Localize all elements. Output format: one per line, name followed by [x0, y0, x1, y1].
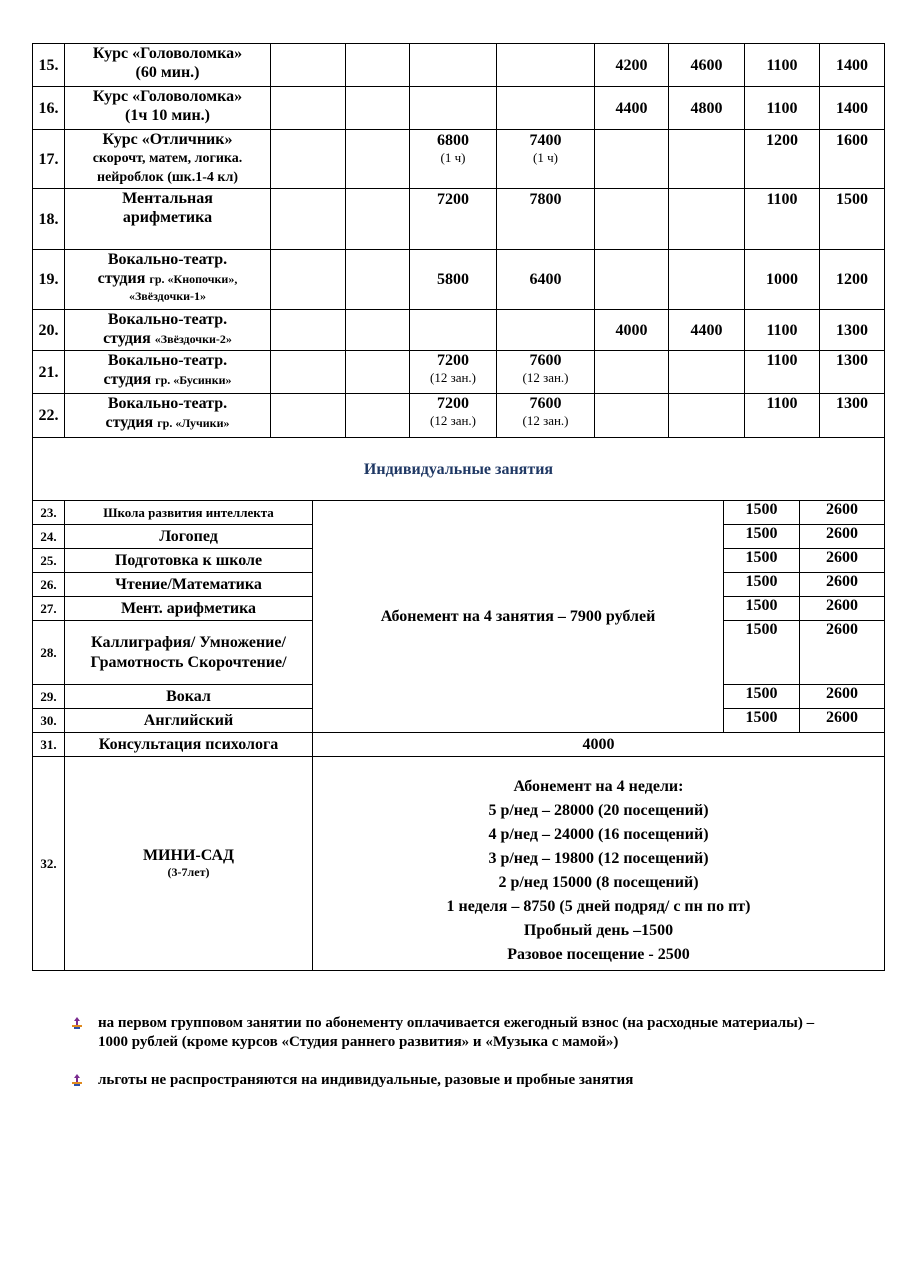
- price-cell-c9: [745, 44, 820, 87]
- price-cell-c6: [497, 87, 595, 130]
- price-table-group: [32, 43, 885, 501]
- price-cell-c10: [820, 250, 885, 310]
- course-name: [65, 189, 271, 250]
- price-cell-c10: [820, 310, 885, 351]
- minisad-price-line: 1 неделя – 8750 (5 дней подряд/ с пн по пт): [446, 898, 751, 915]
- price-single: 1500: [724, 549, 800, 573]
- note-discounts: [70, 1071, 830, 1090]
- price-value: 1300: [836, 321, 868, 339]
- course-name-line: гр. «Бусинки»: [155, 373, 232, 387]
- subscription-text: Абонемент на 4 занятия – 7900 рублей: [380, 607, 656, 625]
- price-value: 7600: [529, 395, 562, 412]
- price-cell-c5: [410, 394, 497, 438]
- service-name: Консультация психолога: [65, 733, 313, 757]
- course-name-line: арифметика: [122, 209, 213, 226]
- price-cell-c4: [346, 394, 410, 438]
- course-name-line: Курс «Отличник»: [102, 131, 233, 148]
- minisad-prices: [313, 757, 885, 971]
- price-value: 1200: [766, 132, 798, 149]
- row-number: 18.: [33, 189, 65, 250]
- price-cell-c10: [820, 394, 885, 438]
- service-name: Вокал: [65, 685, 313, 709]
- price-value: 1200: [836, 271, 868, 288]
- price-value: 4400: [690, 321, 723, 339]
- price-cell-c8: [669, 44, 745, 87]
- price-cell-c3: [271, 394, 346, 438]
- psych-price: 4000: [313, 733, 885, 757]
- price-cell-c4: [346, 130, 410, 189]
- price-value: 1600: [836, 132, 868, 149]
- course-name-line: студия: [105, 414, 154, 431]
- row-number: 24.: [33, 525, 65, 549]
- course-name-line: студия: [97, 270, 146, 287]
- price-cell-c4: [346, 250, 410, 310]
- service-name: Школа развития интеллекта: [65, 501, 313, 525]
- price-cell-c9: [745, 310, 820, 351]
- price-cell-c6: [497, 44, 595, 87]
- section-title-individual: Индивидуальные занятия: [33, 438, 885, 501]
- price-single: 1500: [724, 685, 800, 709]
- price-value: 1300: [836, 395, 868, 412]
- price-value: 7200: [437, 352, 469, 369]
- row-number: 22.: [33, 394, 65, 438]
- table-row: [33, 351, 885, 394]
- minisad-age: (3-7лет): [167, 865, 210, 879]
- price-cell-c7: [595, 394, 669, 438]
- price-single: 1500: [724, 525, 800, 549]
- price-value: 6800: [437, 132, 469, 149]
- price-value: 1100: [766, 352, 798, 369]
- table-row: [33, 87, 885, 130]
- price-value: 7400: [529, 132, 562, 149]
- row-number: 31.: [33, 733, 65, 757]
- price-alt: 2600: [800, 709, 885, 733]
- price-value: 1400: [836, 99, 868, 117]
- price-value: 4600: [690, 56, 723, 74]
- price-single: 1500: [724, 573, 800, 597]
- price-cell-c8: [669, 189, 745, 250]
- price-value: 1100: [766, 99, 798, 117]
- price-value: 1100: [766, 191, 798, 208]
- course-name-line: Курс «Головоломка»: [92, 88, 243, 105]
- price-cell-c6: [497, 130, 595, 189]
- price-cell-c9: [745, 250, 820, 310]
- price-cell-c7: [595, 189, 669, 250]
- price-cell-c7: [595, 310, 669, 351]
- row-number: 25.: [33, 549, 65, 573]
- price-cell-c3: [271, 310, 346, 351]
- course-name-line: Вокально-театр.: [107, 251, 228, 268]
- price-cell-c7: [595, 87, 669, 130]
- minisad-price-line: Абонемент на 4 недели:: [513, 778, 684, 795]
- row-number: 15.: [33, 44, 65, 87]
- price-cell-c9: [745, 189, 820, 250]
- minisad-price-line: 5 р/нед – 28000 (20 посещений): [488, 802, 709, 819]
- row-number: 23.: [33, 501, 65, 525]
- arrow-bullet-icon: [70, 1016, 84, 1030]
- row-number: 21.: [33, 351, 65, 394]
- price-alt: 2600: [800, 597, 885, 621]
- price-alt: 2600: [800, 501, 885, 525]
- course-name-line: Курс «Головоломка»: [92, 45, 243, 62]
- price-cell-c3: [271, 130, 346, 189]
- price-cell-c4: [346, 310, 410, 351]
- price-cell-c3: [271, 250, 346, 310]
- price-value: 7600: [529, 352, 562, 369]
- price-cell-c6: [497, 394, 595, 438]
- price-cell-c5: [410, 310, 497, 351]
- course-name-line: Вокально-театр.: [107, 352, 228, 369]
- price-value: 1100: [766, 56, 798, 74]
- price-cell-c8: [669, 351, 745, 394]
- price-alt: 2600: [800, 685, 885, 709]
- note-text: льготы не распространяются на индивидуальные, разовые и пробные занятия: [98, 1072, 634, 1088]
- price-cell-c9: [745, 351, 820, 394]
- price-cell-c3: [271, 44, 346, 87]
- minisad-price-line: 4 р/нед – 24000 (16 посещений): [488, 826, 709, 843]
- price-note: (1 ч): [533, 150, 558, 165]
- price-value: 1100: [766, 321, 798, 339]
- minisad-price-line: 2 р/нед 15000 (8 посещений): [498, 874, 699, 891]
- price-single: 1500: [724, 597, 800, 621]
- price-single: 1500: [724, 501, 800, 525]
- price-cell-c6: [497, 351, 595, 394]
- note-text: на первом групповом занятии по абонементу оплачивается ежегодный взнос (на расходные материалы) – 1000 рублей (кроме курсов «Студия раннего развития» и «Музыка с мамой»): [98, 1015, 815, 1050]
- course-name-line: «Звёздочки-1»: [128, 289, 207, 303]
- course-name-line: Вокально-театр.: [107, 395, 228, 412]
- price-cell-c4: [346, 351, 410, 394]
- price-cell-c3: [271, 351, 346, 394]
- price-cell-c7: [595, 351, 669, 394]
- price-cell-c3: [271, 87, 346, 130]
- course-name-line: студия: [103, 330, 151, 347]
- course-name-line: (1ч 10 мин.): [124, 107, 210, 124]
- price-value: 7800: [529, 191, 562, 208]
- minisad-name-cell: [65, 757, 313, 971]
- subscription-cell: [313, 501, 724, 733]
- price-cell-c9: [745, 130, 820, 189]
- price-value: 4200: [615, 56, 648, 74]
- price-value: 7200: [437, 191, 469, 208]
- price-cell-c6: [497, 189, 595, 250]
- row-number: 16.: [33, 87, 65, 130]
- price-note: (12 зан.): [429, 413, 477, 428]
- price-cell-c4: [346, 87, 410, 130]
- price-cell-c10: [820, 130, 885, 189]
- note-annual-fee: [70, 1014, 830, 1052]
- course-name: [65, 87, 271, 130]
- price-cell-c6: [497, 310, 595, 351]
- course-name-line: гр. «Лучики»: [157, 416, 230, 430]
- service-name: Логопед: [65, 525, 313, 549]
- price-note: (12 зан.): [522, 370, 569, 385]
- price-single: 1500: [724, 621, 800, 685]
- price-cell-c5: [410, 87, 497, 130]
- course-name-line: Ментальная: [122, 190, 213, 207]
- price-cell-c8: [669, 87, 745, 130]
- price-cell-c10: [820, 189, 885, 250]
- course-name: [65, 310, 271, 351]
- price-cell-c7: [595, 44, 669, 87]
- price-cell-c6: [497, 250, 595, 310]
- course-name-line: Вокально-театр.: [107, 311, 228, 328]
- course-name: [65, 250, 271, 310]
- price-cell-c5: [410, 44, 497, 87]
- price-note: (12 зан.): [429, 370, 477, 385]
- course-name: [65, 44, 271, 87]
- service-name: Подготовка к школе: [65, 549, 313, 573]
- row-number: 29.: [33, 685, 65, 709]
- row-number: 20.: [33, 310, 65, 351]
- course-name: [65, 351, 271, 394]
- price-cell-c9: [745, 394, 820, 438]
- minisad-price-line: 3 р/нед – 19800 (12 посещений): [488, 850, 709, 867]
- price-cell-c5: [410, 130, 497, 189]
- minisad-price-line: Разовое посещение - 2500: [507, 946, 690, 963]
- price-note: (12 зан.): [522, 413, 569, 428]
- price-value: 1100: [766, 395, 798, 412]
- price-value: 1400: [836, 56, 868, 74]
- price-value: 4400: [615, 99, 648, 117]
- course-name-line: (60 мин.): [135, 64, 200, 81]
- minisad-price-line: Пробный день –1500: [523, 922, 674, 939]
- price-cell-c9: [745, 87, 820, 130]
- service-name: Английский: [65, 709, 313, 733]
- price-alt: 2600: [800, 573, 885, 597]
- price-cell-c10: [820, 44, 885, 87]
- price-cell-c7: [595, 130, 669, 189]
- price-table-individual: [32, 500, 885, 971]
- price-cell-c8: [669, 394, 745, 438]
- service-name: Каллиграфия/ Умножение/ Грамотность Скорочтение/: [65, 621, 313, 685]
- row-number: 26.: [33, 573, 65, 597]
- price-note: (1 ч): [440, 150, 466, 165]
- price-cell-c8: [669, 130, 745, 189]
- price-value: 1500: [836, 191, 868, 208]
- price-cell-c7: [595, 250, 669, 310]
- price-value: 6400: [529, 271, 562, 288]
- course-name: [65, 394, 271, 438]
- price-alt: 2600: [800, 525, 885, 549]
- price-cell-c4: [346, 44, 410, 87]
- price-cell-c5: [410, 189, 497, 250]
- price-cell-c8: [669, 310, 745, 351]
- price-value: 1300: [836, 352, 868, 369]
- arrow-bullet-icon: [70, 1073, 84, 1087]
- course-name-line: «Звёздочки-2»: [154, 332, 232, 346]
- table-row: [33, 189, 885, 250]
- row-number: 28.: [33, 621, 65, 685]
- service-name: Мент. арифметика: [65, 597, 313, 621]
- course-name-line: нейроблок (шк.1-4 кл): [97, 170, 238, 185]
- minisad-title: МИНИ-САД: [142, 847, 235, 864]
- row-number: 30.: [33, 709, 65, 733]
- price-cell-c10: [820, 351, 885, 394]
- price-cell-c4: [346, 189, 410, 250]
- price-alt: 2600: [800, 621, 885, 685]
- table-row: [33, 310, 885, 351]
- course-name: [65, 130, 271, 189]
- row-number: 27.: [33, 597, 65, 621]
- price-value: 5800: [437, 271, 469, 288]
- price-value: 1000: [766, 271, 798, 288]
- table-row: [33, 394, 885, 438]
- price-cell-c5: [410, 351, 497, 394]
- row-number: 17.: [33, 130, 65, 189]
- price-cell-c5: [410, 250, 497, 310]
- row-number: 19.: [33, 250, 65, 310]
- row-number: 32.: [33, 757, 65, 971]
- price-cell-c3: [271, 189, 346, 250]
- course-name-line: студия: [103, 371, 152, 388]
- course-name-line: скорочт, матем, логика.: [92, 151, 243, 166]
- price-value: 4000: [615, 321, 648, 339]
- price-value: 4800: [690, 99, 723, 117]
- price-cell-c10: [820, 87, 885, 130]
- price-value: 7200: [437, 395, 469, 412]
- table-row: [33, 44, 885, 87]
- table-row: [33, 250, 885, 310]
- price-alt: 2600: [800, 549, 885, 573]
- price-single: 1500: [724, 709, 800, 733]
- table-row: [33, 130, 885, 189]
- course-name-line: гр. «Кнопочки»,: [149, 272, 238, 286]
- service-name: Чтение/Математика: [65, 573, 313, 597]
- price-cell-c8: [669, 250, 745, 310]
